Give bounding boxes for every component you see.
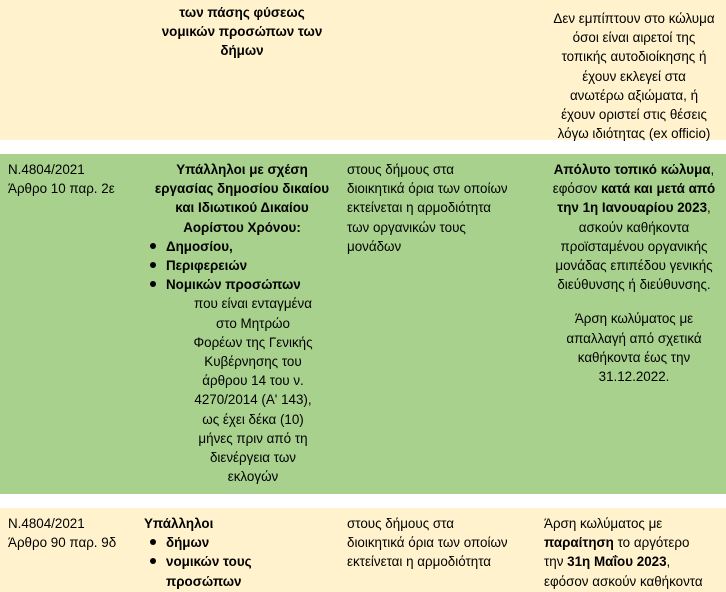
row2-title: Υπάλληλοι [144,516,214,531]
article-reference: Άρθρο 10 παρ. 2ε [8,181,115,197]
row0-exception-cell: Δεν εμπίπτουν στο κώλυμα όσοι είναι αιρετοί της τοπικής αυτοδιοίκησης ή έχουν εκλεγεί στα ανωτέρω αξιώματα, ή έχουν οριστεί στις θέσεις λόγω ιδιότητας (ex officio) [553,11,715,142]
row0-entity-cell: των πάσης φύσεως νομικών προσώπων των δήμων [161,5,323,59]
list-item: δήμων [144,533,340,552]
list-item: Δημοσίου, [144,237,340,256]
row1-scope-cell: στους δήμους στα διοικητικά όρια των οποίων εκτείνεται η αρμοδιότητα των οργανικών τους μονάδων [347,162,508,254]
list-item: νομικών τους [144,552,340,571]
row1-law-cell [8,160,134,198]
law-reference: N.4804/2021 [8,162,85,177]
row2-entity-cell: Υπάλληλοι δήμων νομικών τους προσώπων [144,514,340,591]
row2-condition-cell: Άρση κωλύματος με παραίτηση το αργότερο την 31η Μαΐου 2023, εφόσον ασκούν καθήκοντα [544,516,703,589]
row1-bullet-list [144,237,340,295]
law-reference: N.4804/2021 [8,516,85,531]
list-item: Περιφερειών [144,256,340,275]
article-reference: Άρθρο 90 παρ. 9δ [8,535,117,551]
row1-bullet-detail: που είναι ενταγμένα στο Μητρώο Φορέων της Γενικής Κυβέρνησης του άρθρου 14 του ν. 4270/2014 (Α' 143), ως έχει δέκα (10) μήνες πριν από τη διενέργεια των εκλογών [193,296,313,485]
row1-title: Υπάλληλοι με σχέση εργασίας δημοσίου δικαίου και Ιδιωτικού Δικαίου Αορίστου Χρόνου: [154,162,330,235]
row1-entity-cell [144,160,340,486]
row1-condition-cell: Απόλυτο τοπικό κώλυμα, εφόσον κατά και μετά από την 1η Ιανουαρίου 2023, ασκούν καθήκοντα προϊσταμένου οργανικής μονάδας επιπέδου γενικής διεύθυνσης ή διεύθυνσης. Άρση κωλύματος με απαλλαγή από σχετικά καθήκοντα έως την 31.12.2022. [552,162,716,385]
row2-law-cell [8,514,134,552]
row2-scope-cell: στους δήμους στα διοικητικά όρια των οποίων εκτείνεται η αρμοδιότητα [347,516,508,570]
list-item: Νομικών προσώπων [144,275,340,294]
row2-bullet-list [144,533,340,571]
